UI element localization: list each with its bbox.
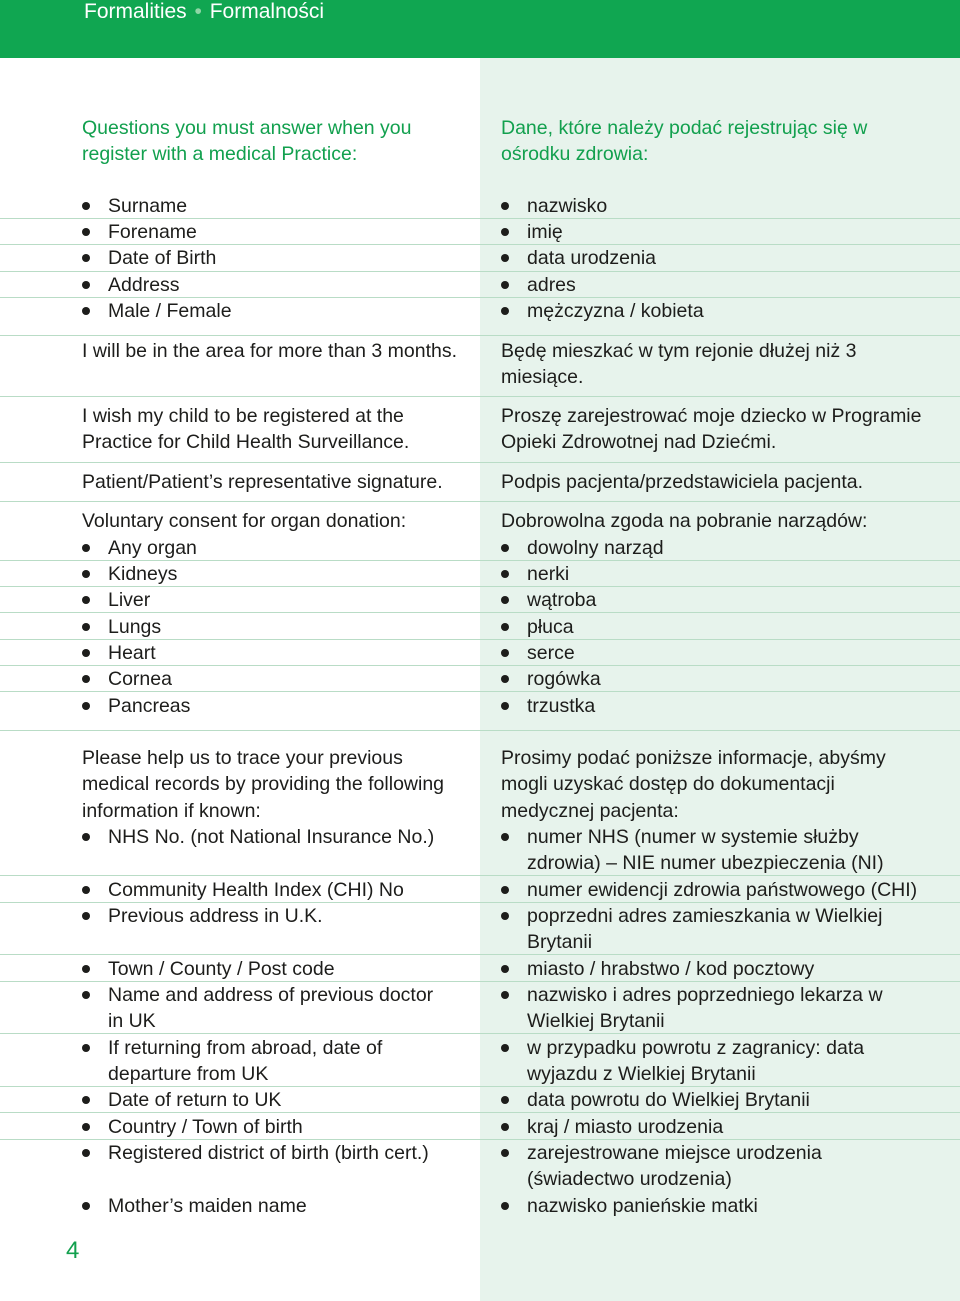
records-intro-polish: Prosimy podać poniższe informacje, abyśmy mogli uzyskać dostęp do dokumentacji medycznej pacjenta: (501, 747, 886, 822)
bullet-icon (501, 570, 509, 578)
row-divider (0, 271, 960, 272)
bullet-icon (82, 596, 90, 604)
bullet-icon (501, 228, 509, 236)
row-divider (0, 981, 960, 982)
row-divider (0, 1112, 960, 1113)
row-divider (0, 902, 960, 903)
bullet-icon (82, 1096, 90, 1104)
section-title-english: Formalities (84, 0, 187, 23)
bullet-icon (82, 991, 90, 999)
bullet-icon (501, 833, 509, 841)
bullet-icon (501, 307, 509, 315)
row-divider (0, 875, 960, 876)
bullet-icon (501, 1123, 509, 1131)
row-divider (0, 501, 960, 502)
row-divider (0, 639, 960, 640)
bullet-icon (82, 281, 90, 289)
bullet-icon (82, 1202, 90, 1210)
bullet-icon (501, 281, 509, 289)
row-divider (0, 612, 960, 613)
bullet-icon (501, 886, 509, 894)
section-title-polish: Formalności (209, 0, 325, 23)
bullet-icon (82, 675, 90, 683)
bullet-icon (501, 702, 509, 710)
bullet-icon (82, 1149, 90, 1157)
bullet-icon (82, 544, 90, 552)
signature-label-polish: Podpis pacjenta/przedstawiciela pacjenta. (501, 471, 864, 493)
row-divider (0, 730, 960, 731)
bullet-icon (82, 254, 90, 262)
row-divider (0, 586, 960, 587)
bullet-icon (501, 1149, 509, 1157)
signature-label-english: Patient/Patient’s representative signature. (82, 471, 443, 493)
intro-heading-english: Questions you must answer when you register with a medical Practice: (82, 117, 412, 166)
bullet-icon (82, 833, 90, 841)
row-divider (0, 1139, 960, 1140)
row-divider (0, 297, 960, 298)
row-divider (0, 396, 960, 397)
row-divider (0, 218, 960, 219)
row-divider (0, 335, 960, 336)
bullet-icon (501, 596, 509, 604)
bullet-icon (82, 912, 90, 920)
bullet-icon (501, 649, 509, 657)
section-title (84, 0, 324, 24)
bullet-icon (82, 228, 90, 236)
organ-donation-heading-polish: Dobrowolna zgoda na pobranie narządów: (501, 510, 868, 532)
child-registration-english: I wish my child to be registered at the Practice for Child Health Surveillance. (82, 405, 410, 454)
bullet-icon (82, 1044, 90, 1052)
row-divider (0, 1033, 960, 1034)
row-divider (0, 954, 960, 955)
row-divider (0, 560, 960, 561)
organ-donation-heading-english: Voluntary consent for organ donation: (82, 510, 407, 532)
row-divider (0, 462, 960, 463)
records-intro-english: Please help us to trace your previous medical records by providing the following information if known: (82, 747, 445, 822)
bullet-icon (82, 702, 90, 710)
row-divider (0, 665, 960, 666)
bullet-icon (501, 965, 509, 973)
bullet-icon (82, 623, 90, 631)
child-registration-polish: Proszę zarejestrować moje dziecko w Programie Opieki Zdrowotnej nad Dziećmi. (501, 405, 922, 454)
page-number: 4 (66, 1237, 80, 1264)
bullet-icon (82, 649, 90, 657)
residency-statement-polish: Będę mieszkać w tym rejonie dłużej niż 3 miesiące. (501, 340, 857, 389)
bullet-icon (82, 886, 90, 894)
row-divider (0, 1086, 960, 1087)
bullet-icon (501, 1202, 509, 1210)
bullet-icon (501, 254, 509, 262)
intro-heading-polish: Dane, które należy podać rejestrując się w ośrodku zdrowia: (501, 117, 868, 166)
bullet-icon (82, 1123, 90, 1131)
bullet-icon (501, 623, 509, 631)
bullet-icon (501, 675, 509, 683)
title-separator: • (194, 0, 202, 23)
row-divider (0, 691, 960, 692)
row-divider (0, 244, 960, 245)
bullet-icon (82, 570, 90, 578)
bullet-icon (501, 202, 509, 210)
bullet-icon (501, 1044, 509, 1052)
bullet-icon (501, 912, 509, 920)
bullet-icon (501, 544, 509, 552)
bullet-icon (82, 307, 90, 315)
bullet-icon (501, 1096, 509, 1104)
bullet-icon (82, 965, 90, 973)
bullet-icon (82, 202, 90, 210)
bullet-icon (501, 991, 509, 999)
residency-statement-english: I will be in the area for more than 3 months. (82, 340, 458, 362)
